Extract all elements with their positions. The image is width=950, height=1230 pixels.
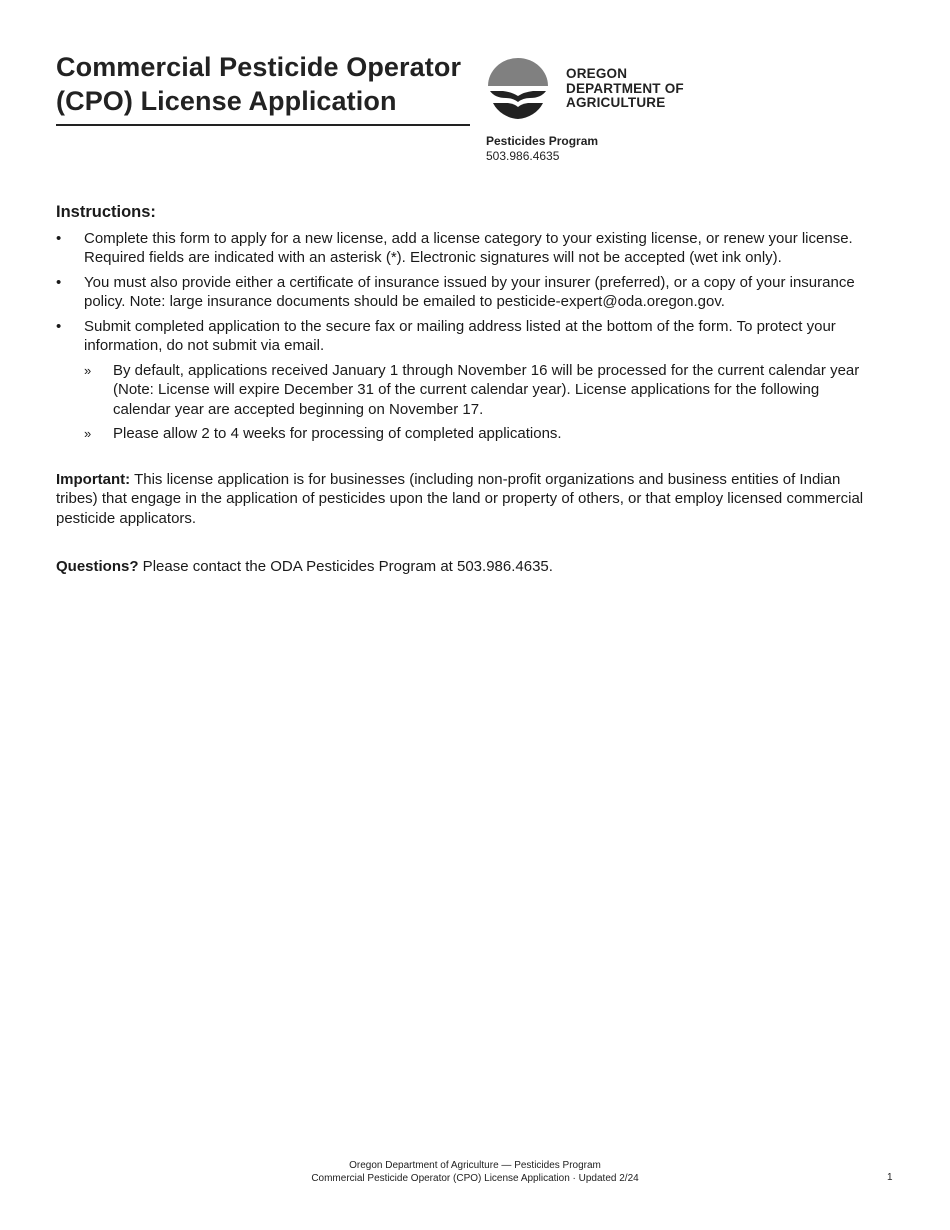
title-line-2: (CPO) License Application [56,86,397,116]
logo-line-oregon: OREGON [566,66,628,82]
logo-line-department: DEPARTMENT OF [566,80,684,96]
list-item: • You must also provide either a certificate of insurance issued by your insurer (preferred), or a copy of your insurance policy. Note: large insurance documents should be emailed to pesticide-expert@oda.oregon.gov. [56,273,876,312]
program-phone: 503.986.4635 [486,149,560,163]
instructions-heading: Instructions: [56,203,156,221]
important-text: This license application is for businesses (including non-profit organizations and business entities of Indian tribes) that engage in the application of pesticides upon the land or property of others, or that employ licensed commercial pesticide applicators. [56,470,864,527]
logo-text [566,67,684,111]
title-line-1: Commercial Pesticide Operator [56,52,462,82]
page-footer [0,1159,950,1185]
important-note [56,470,876,529]
oda-logo [486,58,684,120]
footer-line-1: Oregon Department of Agriculture — Pesticides Program [349,1160,601,1171]
list-item-text: Submit completed application to the secure fax or mailing address listed at the bottom of the form. To protect your information, do not submit via email. [84,317,836,354]
questions-text: Please contact the ODA Pesticides Program at 503.986.4635. [138,558,553,575]
questions-note [56,557,876,577]
sub-list-item: » By default, applications received January 1 through November 16 will be processed for the current calendar year (Note: License will expire December 31 of the current calendar year). License applications for the following calendar year are accepted beginning on November 17. [84,361,876,420]
sub-list-item: » Please allow 2 to 4 weeks for processing of completed applications. [84,424,876,444]
logo-line-agriculture: AGRICULTURE [566,95,666,111]
instructions-section [56,203,876,577]
instructions-list [56,229,876,444]
questions-label: Questions? [56,558,139,575]
page-number: 1 [887,1172,893,1183]
list-item-submit [56,317,876,444]
page-title [56,50,470,126]
sub-list [84,361,876,444]
important-label: Important: [56,470,131,488]
list-item: • Complete this form to apply for a new license, add a license category to your existing license, or renew your license. Required fields are indicated with an asterisk (*). Electronic signatures will not be accepted (wet ink only). [56,229,876,268]
program-contact [486,134,598,164]
footer-line-2: Commercial Pesticide Operator (CPO) License Application · Updated 2/24 [311,1173,639,1184]
oda-logo-icon [486,58,550,120]
program-name: Pesticides Program [486,134,599,148]
